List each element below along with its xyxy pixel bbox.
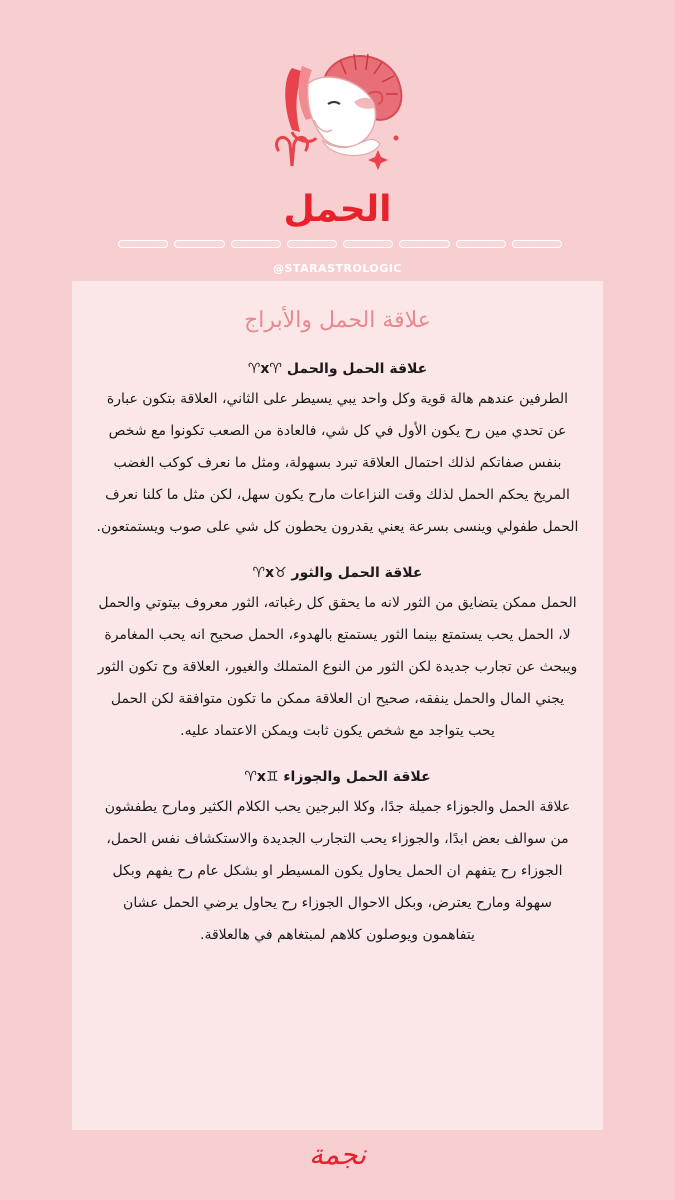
section-aries-aries: [72, 357, 603, 543]
card-heading: علاقة الحمل والأبراج: [244, 308, 431, 333]
account-watermark: @STARASTROLOGIC: [273, 262, 402, 275]
progress-segment: [287, 240, 337, 248]
zodiac-title: الحمل: [283, 189, 392, 230]
section-title: علاقة الحمل والجوزاء ♊x♈: [244, 769, 431, 785]
progress-segment: [343, 240, 393, 248]
section-body: الحمل ممكن يتضايق من الثور لانه ما يحقق كل رغباته، الثور معروف بيتوتي والحمل لا، الحمل يحب يستمتع بينما الثور يستمتع بالهدوء، الحمل صحيح انه يحب المغامرة ويبحث عن تجارب جديدة لكن الثور من النوع المتملك والغيور، العلاقة وح تكون الثور يجني المال والحمل ينفقه، صحيح ان العلاقة ممكن ما تكون متوافقة لكن الحمل يحب يتواجد مع شخص يكون ثابت ويمكن الاعتماد عليه.: [97, 595, 578, 739]
star-icon: [368, 150, 388, 170]
signature-logo: نجمة: [308, 1138, 367, 1171]
section-title: علاقة الحمل والحمل ♈x♈: [247, 361, 428, 377]
progress-segment: [512, 240, 562, 248]
progress-segment: [118, 240, 168, 248]
section-aries-taurus: [72, 561, 603, 747]
content-card: [72, 281, 603, 1130]
section-aries-gemini: [72, 765, 603, 951]
section-body: علاقة الحمل والجوزاء جميلة جدًا، وكلا البرجين يحب الكلام الكثير ومارح يطفشون من سوالف بعض ابدًا، والجوزاء يحب التجارب الجديدة والاستكشاف نفس الحمل، الجوزاء رح يتفهم ان الحمل يحاول يكون المسيطر او بشكل عام رح يفهم وبكل سهولة ومارح يعترض، وبكل الاحوال الجوزاء رح يحاول يرضي الحمل عشان يتفاهمون ويوصلون كلاهم لمبتغاهم في هالعلاقة.: [104, 799, 571, 943]
progress-segment: [399, 240, 449, 248]
progress-segment: [231, 240, 281, 248]
section-title: علاقة الحمل والثور ♉x♈: [252, 565, 423, 581]
progress-segment: [174, 240, 224, 248]
section-body: الطرفين عندهم هالة قوية وكل واحد يبي يسيطر على الثاني، العلاقة بتكون عبارة عن تحدي مين رح يكون الأول في كل شي، فالعادة من الصعب تكونوا مع شخص بنفس صفاتكم لذلك احتمال العلاقة تبرد بسهولة، ومثل ما نعرف كوكب الغضب المريخ يحكم الحمل لذلك وقت النزاعات مارح يكون سهل، لكن مثل ما كلنا نعرف الحمل طفولي وينسى بسرعة يعني يقدرون يحطون كل شي على صوب ويستمتعون.: [96, 391, 579, 535]
story-progress-bars: [118, 240, 562, 248]
progress-segment: [456, 240, 506, 248]
aries-ram-illustration: [262, 40, 412, 190]
